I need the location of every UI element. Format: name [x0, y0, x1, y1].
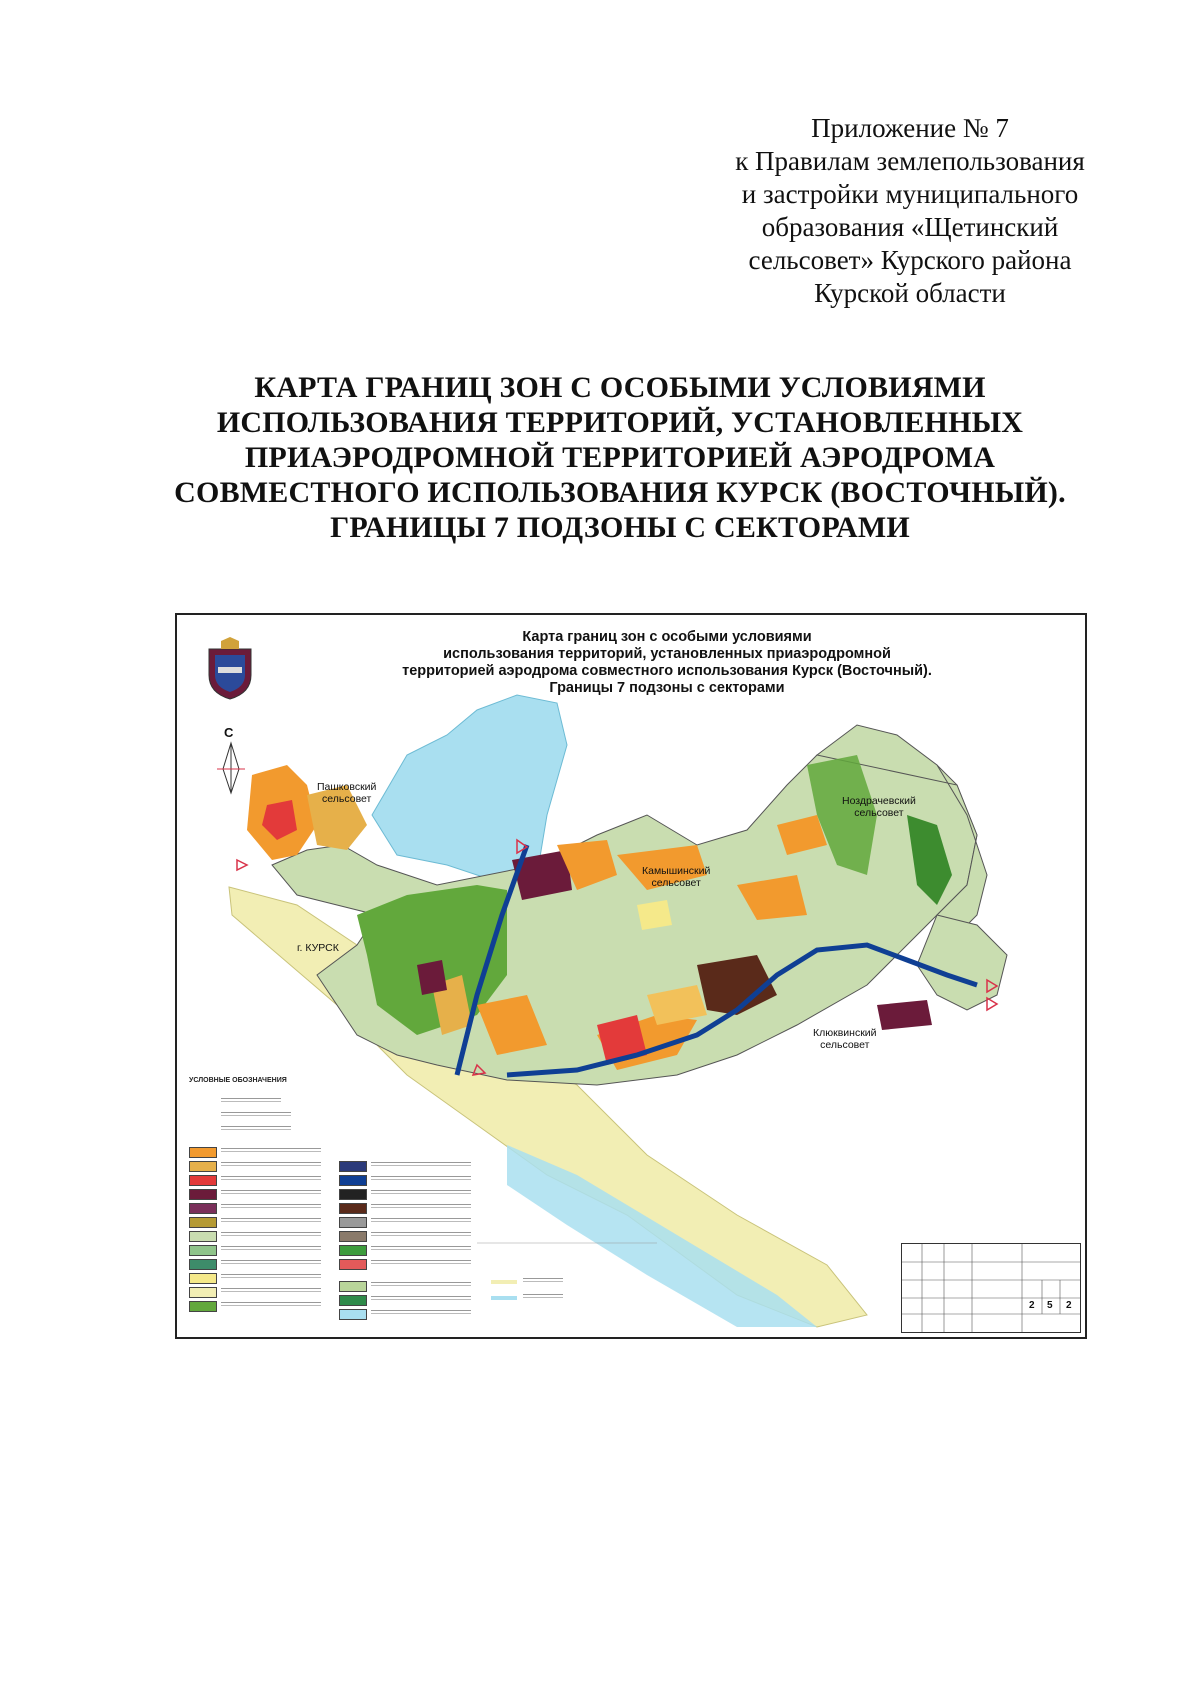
- north-arrow: [209, 727, 253, 797]
- map-title-line: Границы 7 подзоны с секторами: [549, 680, 785, 696]
- north-label: С: [224, 725, 234, 740]
- map-title-line: территорией аэродрома совместного использования Курск (Восточный).: [402, 663, 932, 679]
- label-kamyshinsky: [642, 865, 710, 889]
- stamp-number: 5: [1047, 1300, 1053, 1311]
- special-zone: [417, 960, 447, 995]
- label-line: Пашковский: [317, 781, 377, 793]
- label-klyukvinsky: [813, 1027, 877, 1051]
- label-line: сельсовет: [651, 877, 701, 889]
- label-pashkovsky: [317, 781, 376, 805]
- territory-east-lobe: [917, 915, 1007, 1010]
- document-title-line: СОВМЕСТНОГО ИСПОЛЬЗОВАНИЯ КУРСК (ВОСТОЧНЫЙ).: [174, 476, 1066, 509]
- stamp-number: 2: [1066, 1300, 1072, 1311]
- title-block-stamp: [901, 1243, 1081, 1333]
- appendix-line: сельсовет» Курского района: [748, 245, 1072, 275]
- label-nozdrachevsky: [842, 795, 916, 819]
- map-image: [175, 613, 1087, 1339]
- map-title-line: использования территорий, установленных приаэродромной: [443, 646, 891, 662]
- map-legend: [189, 1077, 669, 1332]
- appendix-line: Приложение № 7: [811, 113, 1009, 143]
- document-title-line: ГРАНИЦЫ 7 ПОДЗОНЫ С СЕКТОРАМИ: [330, 511, 910, 544]
- legend-title: УСЛОВНЫЕ ОБОЗНАЧЕНИЯ: [189, 1077, 287, 1084]
- special-zone: [877, 1000, 932, 1030]
- document-title-line: КАРТА ГРАНИЦ ЗОН С ОСОБЫМИ УСЛОВИЯМИ: [254, 371, 986, 404]
- stamp-number: 2: [1029, 1300, 1035, 1311]
- label-kursk: г. КУРСК: [297, 942, 339, 954]
- label-line: Ноздрачевский: [842, 795, 916, 807]
- compass-icon: [209, 741, 253, 797]
- document-title: [120, 370, 1120, 545]
- appendix-line: образования «Щетинский: [761, 212, 1059, 242]
- label-line: Камышинский: [642, 865, 711, 877]
- map-title: [377, 629, 957, 697]
- label-line: сельсовет: [854, 807, 904, 819]
- map-title-line: Карта границ зон с особыми условиями: [522, 629, 812, 645]
- appendix-line: Курской области: [814, 278, 1006, 308]
- stamp-grid: [902, 1244, 1080, 1332]
- document-title-line: ПРИАЭРОДРОМНОЙ ТЕРРИТОРИЕЙ АЭРОДРОМА: [244, 441, 996, 474]
- residential-zone: [637, 900, 672, 930]
- appendix-line: и застройки муниципального: [741, 179, 1079, 209]
- appendix-line: к Правилам землепользования: [735, 146, 1085, 176]
- sector-marker: [237, 860, 247, 870]
- label-line: сельсовет: [820, 1039, 870, 1051]
- appendix-block: [660, 112, 1160, 310]
- coat-of-arms-emblem: [203, 637, 257, 701]
- label-line: Клюквинский: [813, 1027, 877, 1039]
- label-line: сельсовет: [322, 793, 372, 805]
- document-title-line: ИСПОЛЬЗОВАНИЯ ТЕРРИТОРИЙ, УСТАНОВЛЕННЫХ: [216, 406, 1024, 439]
